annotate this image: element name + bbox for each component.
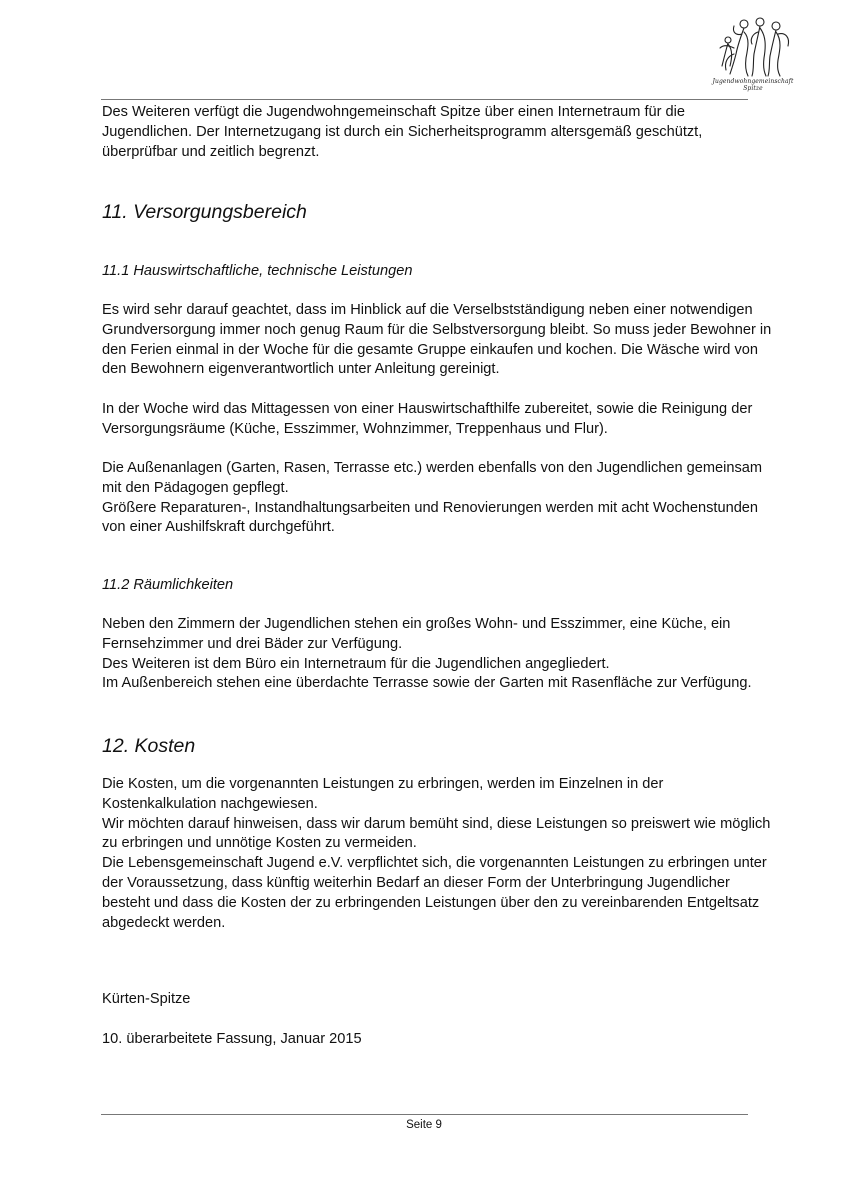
paragraph-11-1-c	[102, 459, 763, 538]
version-text: 10. überarbeitete Fassung, Januar 2015	[102, 1031, 362, 1047]
text-line: mit den Pädagogen gepflegt.	[102, 479, 289, 496]
text-line: Im Außenbereich stehen eine überdachte Terrasse sowie der Garten mit Rasenfläche zur Verfügung.	[102, 675, 752, 692]
text-line: den Ferien einmal in der Woche für die gesamte Gruppe einkaufen und kochen. Die Wäsche wird von	[102, 341, 758, 358]
logo-caption: Jugendwohngemeinschaft Spitze	[712, 78, 794, 92]
place-line	[102, 990, 752, 1010]
intro-paragraph	[102, 103, 752, 162]
subsection-heading-11-2: 11.2 Räumlichkeiten	[102, 577, 234, 593]
text-line: von einer Aushilfskraft durchgeführt.	[102, 519, 335, 536]
text-line: Des Weiteren verfügt die Jugendwohngemeinschaft Spitze über einen Internetraum für die	[102, 104, 686, 120]
version-line	[102, 1030, 752, 1050]
organization-logo	[708, 14, 798, 92]
text-line: Fernsehzimmer und drei Bäder zur Verfügung.	[102, 635, 403, 652]
text-line: Die Kosten, um die vorgenannten Leistungen zu erbringen, werden im Einzelnen in der	[102, 776, 664, 792]
paragraph-11-2	[102, 615, 752, 694]
header-divider	[101, 99, 748, 100]
text-line: besteht und dass die Kosten der zu erbringenden Leistungen über den zu vereinbarenden Entgeltsatz	[102, 894, 760, 911]
text-line: der Voraussetzung, dass künftig weiterhin Bedarf an dieser Form der Unterbringung Jugendlicher	[102, 874, 730, 891]
text-line: Jugendlichen. Der Internetzugang ist durch ein Sicherheitsprogramm altersgemäß geschützt,	[102, 123, 703, 140]
paragraph-11-1-b	[102, 400, 752, 440]
text-line: Neben den Zimmern der Jugendlichen stehen ein großes Wohn- und Esszimmer, eine Küche, ein	[102, 616, 731, 632]
text-line: Kostenkalkulation nachgewiesen.	[102, 795, 318, 812]
text-line: Wir möchten darauf hinweisen, dass wir darum bemüht sind, diese Leistungen so preiswert wie möglich	[102, 815, 771, 832]
text-line: abgedeckt werden.	[102, 914, 226, 931]
text-line: In der Woche wird das Mittagessen von einer Hauswirtschafthilfe zubereitet, sowie die Reinigung der	[102, 401, 753, 417]
text-line: überprüfbar und zeitlich begrenzt.	[102, 143, 320, 160]
section-heading-11: 11. Versorgungsbereich	[102, 201, 307, 223]
subsection-heading-11-1: 11.1 Hauswirtschaftliche, technische Leistungen	[102, 263, 413, 279]
text-line: Die Außenanlagen (Garten, Rasen, Terrasse etc.) werden ebenfalls von den Jugendlichen gemeinsam	[102, 460, 763, 476]
page-number: Seite 9	[406, 1119, 442, 1131]
text-line: Des Weiteren ist dem Büro ein Internetraum für die Jugendlichen angegliedert.	[102, 655, 610, 672]
text-line: Die Lebensgemeinschaft Jugend e.V. verpflichtet sich, die vorgenannten Leistungen zu erbringen unter	[102, 855, 767, 872]
place-text: Kürten-Spitze	[102, 991, 191, 1007]
paragraph-12	[102, 775, 771, 933]
text-line: Größere Reparaturen-, Instandhaltungsarbeiten und Renovierungen werden mit acht Wochenstunden	[102, 499, 759, 516]
logo-figures-icon	[708, 14, 798, 78]
text-line: Es wird sehr darauf geachtet, dass im Hinblick auf die Verselbstständigung neben einer notwendigen	[102, 302, 753, 318]
paragraph-11-1-a	[102, 301, 772, 380]
section-heading-12: 12. Kosten	[102, 735, 196, 757]
text-line: den Bewohnern eigenverantwortlich unter Anleitung gereinigt.	[102, 361, 500, 378]
footer-divider	[101, 1114, 748, 1115]
text-line: zu erbringen und unnötige Kosten zu vermeiden.	[102, 835, 417, 852]
text-line: Grundversorgung immer noch genug Raum für die Selbstversorgung bleibt. So muss jeder Bewohner in	[102, 321, 772, 338]
text-line: Versorgungsräume (Küche, Esszimmer, Wohnzimmer, Treppenhaus und Flur).	[102, 420, 608, 437]
